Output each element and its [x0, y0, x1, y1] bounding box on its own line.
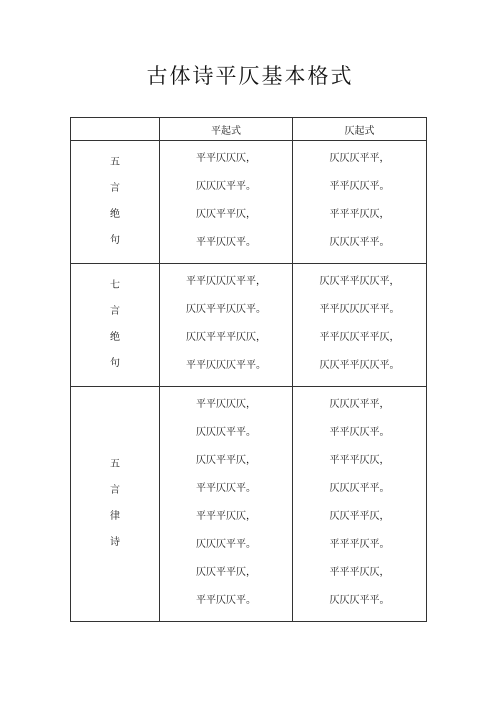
verse-line: 仄仄仄平平。 — [196, 181, 256, 192]
verse-line: 仄仄仄平平。 — [196, 539, 256, 550]
verse-line: 平平仄仄仄， — [196, 153, 256, 164]
section-row-wuyan-jueju — [71, 141, 427, 264]
verse-line: 平平仄仄平。 — [196, 237, 256, 248]
section-row-wuyan-lvshi — [71, 387, 427, 622]
verse-line: 平平仄仄仄平平， — [186, 276, 266, 287]
category-char: 五 — [110, 157, 120, 168]
verse-line: 平平仄仄平。 — [329, 427, 390, 438]
verse-line: 平平平仄仄， — [329, 567, 390, 578]
category-char: 律 — [110, 511, 120, 522]
verse-line: 平平平仄仄， — [329, 209, 390, 220]
verse-line: 仄仄仄平平。 — [329, 237, 390, 248]
verse-line: 平平平仄仄， — [196, 511, 256, 522]
verse-line: 仄仄平平仄， — [196, 567, 256, 578]
category-cell — [71, 141, 160, 264]
header-ze-qi: 仄起式 — [293, 118, 427, 141]
tonal-pattern-table — [70, 117, 427, 622]
verse-line: 平平仄仄仄， — [196, 399, 256, 410]
ping-qi-cell — [160, 387, 293, 622]
category-char: 绝 — [110, 209, 120, 220]
page-title: 古体诗平仄基本格式 — [146, 64, 354, 88]
verse-line: 仄仄仄平平。 — [329, 483, 390, 494]
verse-line: 仄仄仄平平， — [329, 153, 390, 164]
verse-line: 平平仄仄平。 — [196, 483, 256, 494]
category-char: 句 — [110, 358, 120, 369]
ping-qi-cell — [160, 264, 293, 387]
verse-line: 平平仄仄平。 — [329, 181, 390, 192]
verse-line: 仄仄平平平仄仄， — [186, 332, 266, 343]
verse-line: 平平仄仄平平仄， — [319, 332, 400, 343]
verse-line: 平平仄仄仄平平。 — [319, 304, 400, 315]
verse-line: 仄仄平平仄仄平， — [319, 276, 400, 287]
verse-line: 仄仄平平仄仄平。 — [319, 360, 400, 371]
verse-line: 仄仄平平仄， — [329, 511, 390, 522]
header-ping-qi: 平起式 — [160, 118, 293, 141]
category-cell — [71, 387, 160, 622]
category-char: 言 — [110, 306, 120, 317]
category-char: 句 — [110, 235, 120, 246]
category-cell — [71, 264, 160, 387]
verse-line: 平平仄仄平。 — [196, 595, 256, 606]
ze-qi-cell — [293, 264, 427, 387]
verse-line: 仄仄仄平平。 — [196, 427, 256, 438]
verse-line: 仄仄仄平平。 — [329, 595, 390, 606]
category-char: 诗 — [110, 537, 120, 548]
header-row — [71, 118, 427, 141]
section-row-qiyan-jueju — [71, 264, 427, 387]
verse-line: 仄仄平平仄仄平。 — [186, 304, 266, 315]
ze-qi-cell — [293, 387, 427, 622]
category-char: 言 — [110, 485, 120, 496]
category-char: 五 — [110, 459, 120, 470]
verse-line: 仄仄平平仄， — [196, 455, 256, 466]
header-category — [71, 118, 160, 141]
category-char: 言 — [110, 183, 120, 194]
verse-line: 仄仄平平仄， — [196, 209, 256, 220]
category-char: 绝 — [110, 332, 120, 343]
verse-line: 仄仄仄平平， — [329, 399, 390, 410]
ze-qi-cell — [293, 141, 427, 264]
ping-qi-cell — [160, 141, 293, 264]
verse-line: 平平平仄仄， — [329, 455, 390, 466]
verse-line: 平平仄仄仄平平。 — [186, 360, 266, 371]
category-char: 七 — [110, 280, 120, 291]
verse-line: 平平平仄平。 — [329, 539, 390, 550]
